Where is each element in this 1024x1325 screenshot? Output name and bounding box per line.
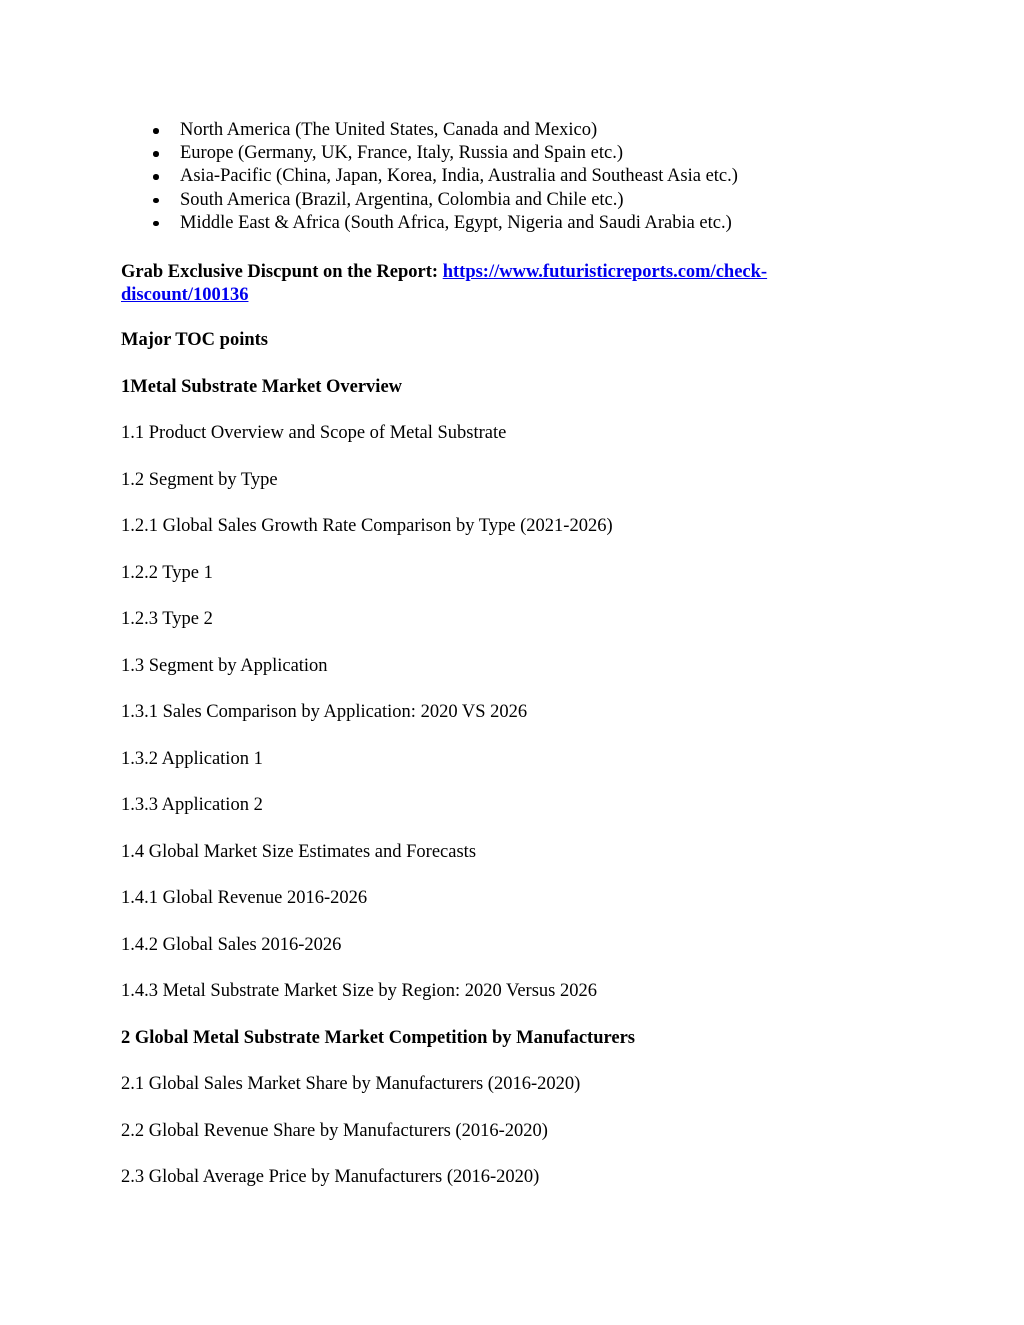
region-text: South America (Brazil, Argentina, Colombia and Chile etc.): [180, 189, 624, 210]
list-item: [148, 165, 738, 188]
toc-item: 1.4 Global Market Size Estimates and Forecasts: [121, 842, 477, 862]
list-item: [148, 142, 738, 165]
discount-line: [121, 261, 767, 284]
discount-label: Grab Exclusive Discpunt on the Report:: [121, 262, 443, 282]
region-text: North America (The United States, Canada and Mexico): [180, 120, 598, 140]
bullet-icon: [153, 198, 159, 204]
region-text: Middle East & Africa (South Africa, Egypt, Nigeria and Saudi Arabia etc.): [180, 212, 732, 233]
region-list: [148, 119, 738, 235]
toc-item: 1.4.1 Global Revenue 2016-2026: [121, 888, 368, 908]
toc-section-heading: 1Metal Substrate Market Overview: [121, 377, 403, 397]
toc-item: 1.3.3 Application 2: [121, 795, 263, 815]
toc-item: 1.2.3 Type 2: [121, 609, 213, 629]
list-item: [148, 119, 738, 142]
bullet-icon: [153, 128, 159, 134]
toc-item: 1.2.1 Global Sales Growth Rate Comparison by Type (2021-2026): [121, 516, 613, 536]
toc-item: 1.2 Segment by Type: [121, 470, 278, 490]
region-text: Asia-Pacific (China, Japan, Korea, India, Australia and Southeast Asia etc.): [180, 166, 738, 187]
toc-item: 1.2.2 Type 1: [121, 563, 213, 583]
list-item: [148, 212, 738, 235]
toc-item: 2.2 Global Revenue Share by Manufacturers (2016-2020): [121, 1121, 548, 1141]
toc-item: 1.1 Product Overview and Scope of Metal Substrate: [121, 423, 507, 443]
toc-item: 1.4.3 Metal Substrate Market Size by Region: 2020 Versus 2026: [121, 981, 597, 1001]
discount-line-2: [121, 284, 248, 307]
bullet-icon: [153, 151, 159, 157]
toc-item: 2.3 Global Average Price by Manufacturers (2016-2020): [121, 1167, 540, 1187]
toc-item: 1.4.2 Global Sales 2016-2026: [121, 935, 342, 955]
discount-link[interactable]: https://www.futuristicreports.com/check-: [442, 262, 768, 282]
toc-item: 1.3 Segment by Application: [121, 656, 328, 676]
list-item: [148, 189, 738, 212]
toc-heading: Major TOC points: [121, 330, 268, 350]
toc-item: 1.3.1 Sales Comparison by Application: 2020 VS 2026: [121, 702, 528, 722]
bullet-icon: [153, 174, 159, 180]
toc-item: 1.3.2 Application 1: [121, 749, 263, 769]
bullet-icon: [153, 221, 159, 227]
region-text: Europe (Germany, UK, France, Italy, Russia and Spain etc.): [180, 143, 624, 164]
discount-link-continued[interactable]: discount/100136: [121, 285, 249, 305]
toc-item: 2.1 Global Sales Market Share by Manufacturers (2016-2020): [121, 1074, 581, 1094]
toc-section-heading: 2 Global Metal Substrate Market Competition by Manufacturers: [121, 1028, 636, 1048]
